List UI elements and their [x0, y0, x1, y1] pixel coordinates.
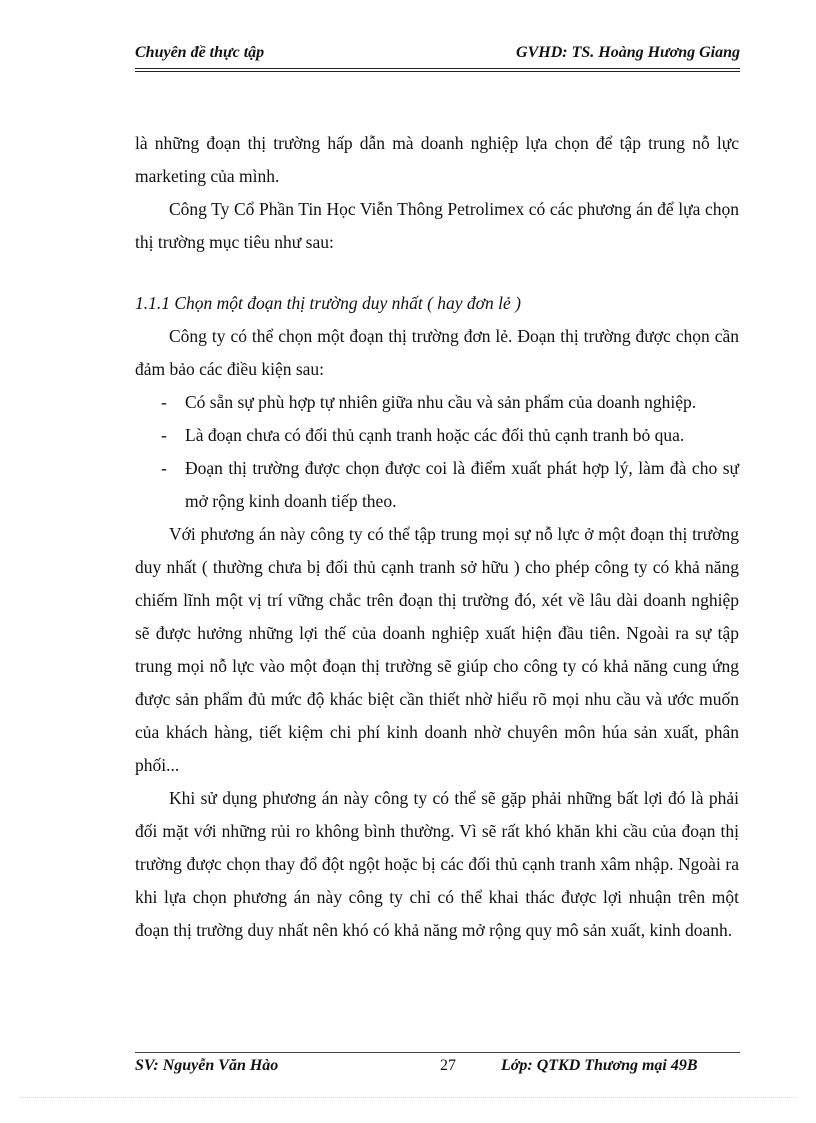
bullet-dash: -: [161, 392, 167, 412]
list-item: [135, 419, 739, 452]
paragraph: Công ty có thể chọn một đoạn thị trường đơn lẻ. Đoạn thị trường được chọn cần đảm bảo các điều kiện sau:: [135, 326, 739, 379]
paragraph: là những đoạn thị trường hấp dẫn mà doanh nghiệp lựa chọn để tập trung nỗ lực marketing của mình.: [135, 133, 739, 186]
page-header: [135, 44, 740, 68]
list-item-text: Đoạn thị trường được chọn được coi là điểm xuất phát hợp lý, làm đà cho sự mở rộng kinh doanh tiếp theo.: [185, 458, 739, 511]
paragraph: Với phương án này công ty có thể tập trung mọi sự nỗ lực ở một đoạn thị trường duy nhất ( thường chưa bị đối thủ cạnh tranh sở hữu ) cho phép công ty có khả năng chiếm lĩnh một vị trí vững chắc trên đoạn thị trường đó, xét về lâu dài doanh nghiệp sẽ được hưởng những lợi thế của doanh nghiệp xuất hiện đầu tiên. Ngoài ra sự tập trung mọi nỗ lực vào một đoạn thị trường sẽ giúp cho công ty có khả năng cung ứng được sản phẩm đủ mức độ khác biệt cần thiết nhờ hiểu rõ mọi nhu cầu và ước muốn của khách hàng, tiết kiệm chi phí kinh doanh nhờ chuyên môn húa sản xuất, phân phối...: [135, 524, 739, 775]
header-supervisor: GVHD: TS. Hoàng Hương Giang: [516, 44, 740, 61]
paragraph: Khi sử dụng phương án này công ty có thể sẽ gặp phải những bất lợi đó là phải đối mặt với những rủi ro không bình thường. Vì sẽ rất khó khăn khi cầu của đoạn thị trường được chọn thay đổ đột ngột hoặc bị các đối thủ cạnh tranh xâm nhập. Ngoài ra khi lựa chọn phương án này công ty chỉ có thể khai thác được lợi nhuận trên một đoạn thị trường duy nhất nên khó có khả năng mở rộng quy mô sản xuất, kinh doanh.: [135, 788, 739, 940]
page-footer: [135, 1057, 740, 1081]
page-edge: [20, 1097, 796, 1098]
list-item: [135, 452, 739, 518]
bullet-dash: -: [161, 425, 167, 445]
list-item-text: Là đoạn chưa có đối thủ cạnh tranh hoặc các đối thủ cạnh tranh bỏ qua.: [185, 425, 685, 445]
footer-class: Lớp: QTKD Thương mại 49B: [501, 1057, 698, 1074]
paragraph: Công Ty Cổ Phần Tin Học Viễn Thông Petrolimex có các phương án để lựa chọn thị trường mục tiêu như sau:: [135, 199, 739, 252]
list-item-text: Có sẵn sự phù hợp tự nhiên giữa nhu cầu và sản phẩm của doanh nghiệp.: [185, 392, 697, 412]
section-heading: 1.1.1 Chọn một đoạn thị trường duy nhất ( hay đơn lẻ ): [135, 293, 521, 313]
document-body: [135, 127, 739, 947]
footer-student: SV: Nguyễn Văn Hào: [135, 1057, 279, 1074]
bullet-dash: -: [161, 458, 167, 478]
footer-divider: [135, 1052, 740, 1053]
page-number: 27: [440, 1057, 456, 1074]
header-divider: [135, 68, 740, 72]
list-item: [135, 386, 739, 419]
header-title: Chuyên đề thực tập: [135, 44, 265, 61]
